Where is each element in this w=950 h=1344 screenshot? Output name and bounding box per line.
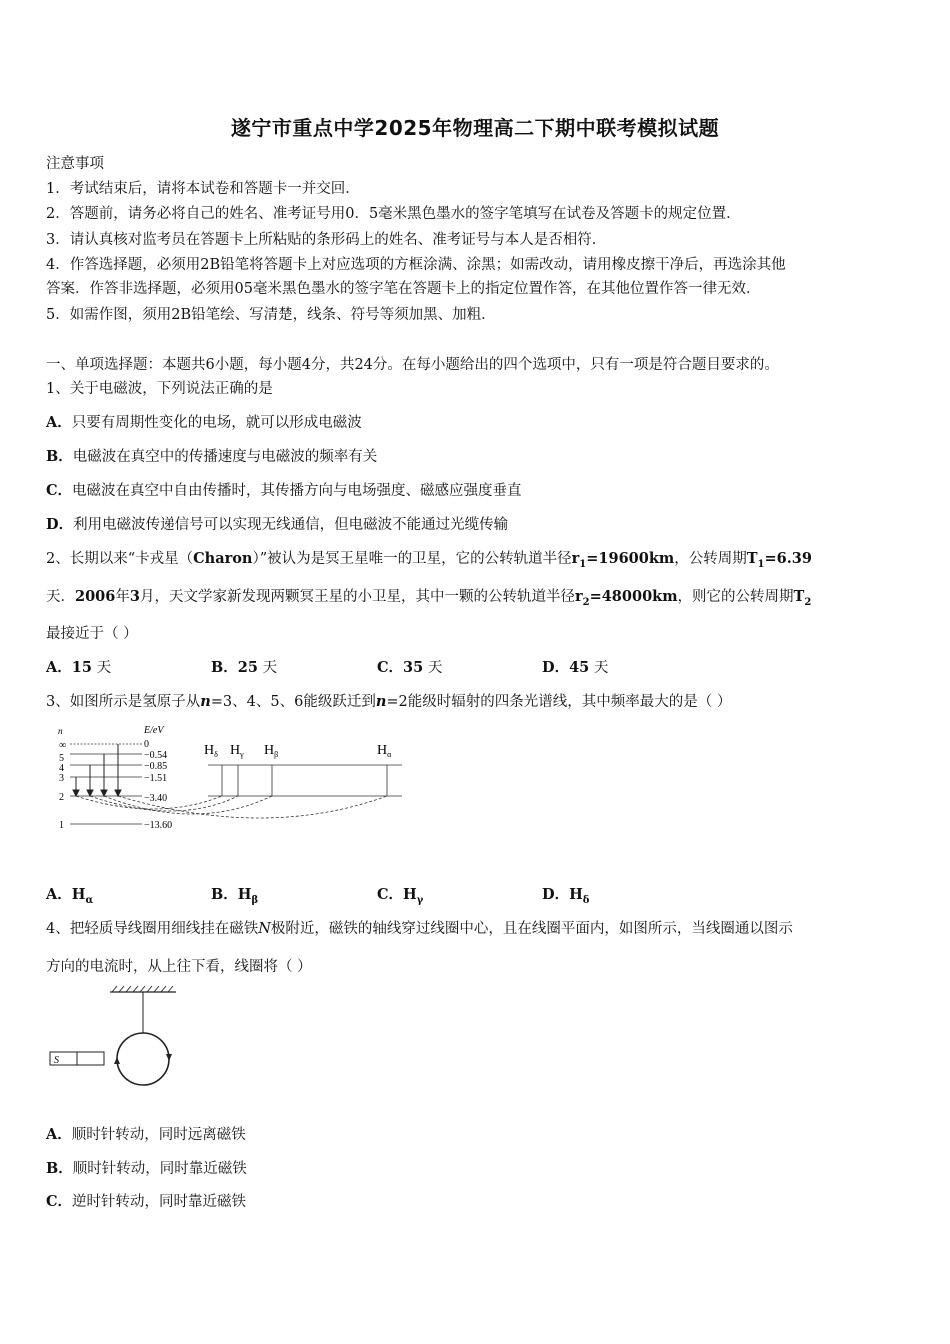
q3-option-b: B．$H_\beta$ (211, 886, 259, 906)
level-n-label: 3 (59, 773, 64, 784)
q3-option-d: D．$H_\delta$ (542, 886, 590, 906)
level-n-label: 4 (59, 763, 64, 774)
notice-item: 4．作答选择题，必须用2B铅笔将答题卡上对应选项的方框涂满、涂黑；如需改动，请用橡皮擦干净后，再选涂其他 (46, 257, 786, 273)
level-energy-label: −0.85 (144, 761, 168, 772)
level-energy-label: −3.40 (144, 793, 168, 804)
notice-item: 1．考试结束后，请将本试卷和答题卡一并交回． (46, 181, 360, 197)
level-n-label: 5 (59, 753, 64, 764)
q1-option-a: A．只要有周期性变化的电场，就可以形成电磁波 (46, 414, 362, 431)
notice-item: 2．答题前，请务必将自己的姓名、准考证号用0．5毫米黑色墨水的签字笔填写在试卷及答题卡的规定位置． (46, 206, 741, 222)
level-n-label: ∞ (59, 740, 67, 751)
h-gamma-label: $H_\gamma$ (230, 743, 244, 759)
q2-stem-line1: 2、长期以来“卡戎星（Charon）”被认为是冥王星唯一的卫星，它的公转轨道半径$r_1=19600km$，公转周期$T_1=6.39$ (46, 550, 812, 570)
q4-option-c: C．逆时针转动，同时靠近磁铁 (46, 1193, 247, 1210)
q1-option-c: C．电磁波在真空中自由传播时，其传播方向与电场强度、磁感应强度垂直 (46, 482, 522, 499)
q2-option-a: A．15 天 (46, 659, 112, 676)
current-arrow-icon (114, 1057, 120, 1064)
notice-item: 3．请认真核对监考员在答题卡上所粘贴的条形码上的姓名、准考证号与本人是否相符． (46, 232, 607, 248)
q2-option-c: C．35 天 (377, 659, 443, 676)
q4-stem-line2: 方向的电流时，从上往下看，线圈将（ ） (46, 959, 312, 975)
magnet-s-label: S (54, 1055, 59, 1066)
q2-option-d: D．45 天 (542, 659, 609, 676)
coil-magnet-diagram (46, 984, 186, 1088)
notice-item: 5．如需作图，须用2B铅笔绘、写清楚，线条、符号等须加黑、加粗． (46, 307, 496, 323)
energy-axis-label: E/eV (144, 725, 164, 736)
page-title: 遂宁市重点中学2025年物理高二下期中联考模拟试题 (230, 116, 720, 140)
notice-item: 答案．作答非选择题，必须用05毫米黑色墨水的签字笔在答题卡上的指定位置作答，在其他位置作答一律无效． (46, 281, 761, 297)
q2-option-b: B．25 天 (211, 659, 278, 676)
level-energy-label: −13.60 (144, 820, 173, 831)
transition-arrows (73, 744, 121, 796)
level-energy-label: −1.51 (144, 773, 168, 784)
q1-stem: 1、关于电磁波，下列说法正确的是 (46, 381, 273, 397)
q3-option-c: C．$H_\gamma$ (377, 886, 424, 906)
q4-option-a: A．顺时针转动，同时远离磁铁 (46, 1126, 246, 1143)
q1-option-d: D．利用电磁波传递信号可以实现无线通信，但电磁波不能通过光缆传输 (46, 516, 509, 533)
level-energy-label: 0 (144, 739, 149, 750)
h-alpha-label: $H_\alpha$ (377, 743, 392, 759)
section-heading: 一、单项选择题：本题共6小题，每小题4分，共24分。在每小题给出的四个选项中，只有一项是符合题目要求的。 (46, 357, 779, 373)
ceiling-hatch (112, 986, 173, 992)
q2-stem-line3: 最接近于（ ） (46, 626, 138, 642)
q1-option-b: B．电磁波在真空中的传播速度与电磁波的频率有关 (46, 448, 378, 465)
notice-heading: 注意事项 (46, 156, 104, 172)
n-axis-label: n (58, 726, 63, 736)
q4-stem-line1: 4、把轻质导线圈用细线挂在磁铁N极附近，磁铁的轴线穿过线圈中心，且在线圈平面内，如图所示，当线圈通以图示 (46, 921, 793, 937)
q4-option-b: B．顺时针转动，同时靠近磁铁 (46, 1160, 247, 1177)
q3-stem: 3、如图所示是氢原子从n=3、4、5、6能级跃迁到n=2能级时辐射的四条光谱线，其中频率最大的是（ ） (46, 693, 732, 710)
q2-stem-line2: 天．2006年3月，天文学家新发现两颗冥王星的小卫星，其中一颗的公转轨道半径$r_2=48000km$，则它的公转周期$T_2$ (46, 588, 812, 608)
level-n-label: 1 (59, 820, 64, 831)
coil-circle (117, 1033, 169, 1085)
level-n-label: 2 (59, 792, 64, 803)
current-arrow-icon (166, 1054, 172, 1061)
h-delta-label: $H_\delta$ (204, 743, 218, 759)
energy-level-diagram (46, 722, 416, 840)
mapping-curves (76, 796, 387, 818)
h-beta-label: $H_\beta$ (264, 743, 279, 759)
level-energy-label: −0.54 (144, 750, 168, 761)
q3-option-a: A．$H_\alpha$ (46, 886, 94, 906)
